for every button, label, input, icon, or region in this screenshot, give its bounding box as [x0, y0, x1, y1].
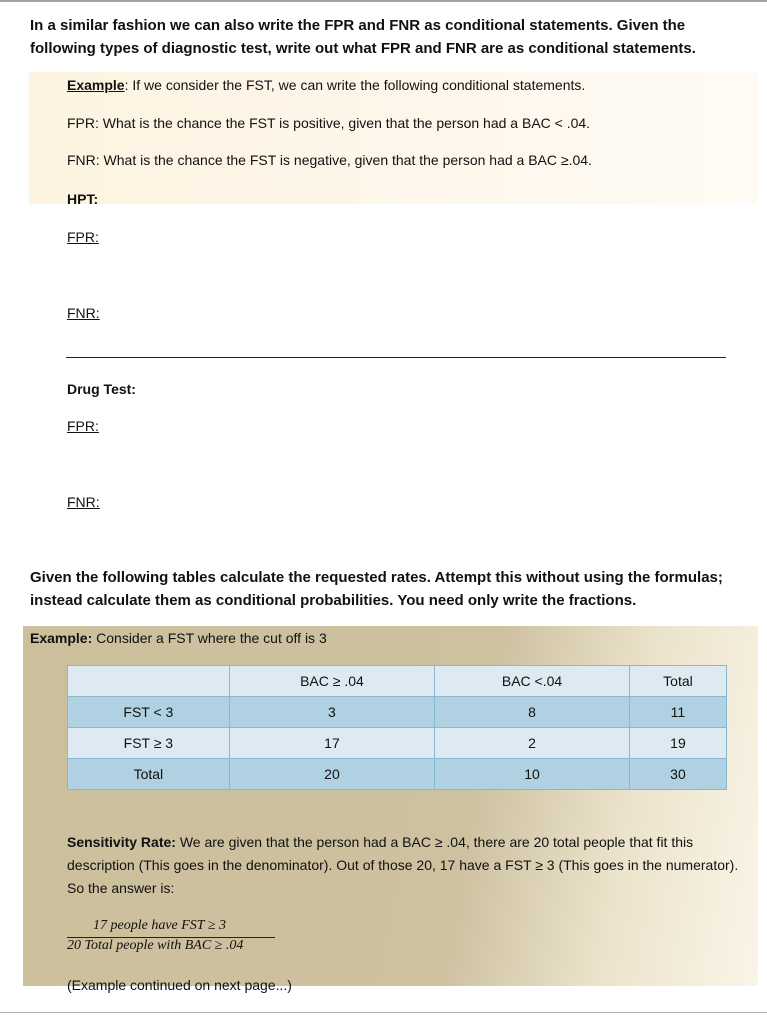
table-cell: 3 — [229, 697, 434, 728]
table-header-cell: BAC <.04 — [435, 666, 630, 697]
table-cell: 19 — [629, 728, 726, 759]
table-row — [68, 728, 727, 759]
hpt-heading: HPT: — [67, 191, 99, 207]
example2-label: Example: — [30, 630, 93, 646]
top-rule — [0, 0, 767, 2]
table-cell: 8 — [435, 697, 630, 728]
table-header-cell: BAC ≥ .04 — [229, 666, 434, 697]
table-cell: 2 — [435, 728, 630, 759]
sensitivity-paragraph — [67, 831, 739, 900]
table-cell: FST ≥ 3 — [68, 728, 230, 759]
sensitivity-text: We are given that the person had a BAC ≥ .04, there are 20 total people that fit this description (This goes in the denominator). Out of those 20, 17 have a FST ≥ 3 (This goes in the numerator). So the answer is: — [67, 834, 739, 896]
hpt-fpr-label: FPR: — [67, 229, 99, 245]
table-header-cell — [68, 666, 230, 697]
drug-fnr-label: FNR: — [67, 494, 100, 510]
example-fnr: FNR: What is the chance the FST is negative, given that the person had a BAC ≥.04. — [67, 152, 592, 168]
table-row — [68, 759, 727, 790]
table-cell: 11 — [629, 697, 726, 728]
table-cell: 20 — [229, 759, 434, 790]
example-label: Example — [67, 77, 125, 93]
contingency-table — [67, 665, 727, 790]
drug-fpr-label: FPR: — [67, 418, 99, 434]
continued-note: (Example continued on next page...) — [67, 977, 292, 993]
hpt-fnr-label: FNR: — [67, 305, 100, 321]
section-divider — [66, 357, 726, 358]
sensitivity-label: Sensitivity Rate: — [67, 834, 176, 850]
table-cell: 17 — [229, 728, 434, 759]
table-cell: 30 — [629, 759, 726, 790]
fraction-numerator: 17 people have FST ≥ 3 — [93, 918, 227, 933]
instructions-paragraph: Given the following tables calculate the requested rates. Attempt this without using the formulas; instead calculate them as conditional probabilities. You need only write the fractions. — [30, 569, 723, 609]
drug-heading: Drug Test: — [67, 381, 136, 397]
table-cell: 10 — [435, 759, 630, 790]
example-intro-text: : If we consider the FST, we can write the following conditional statements. — [124, 77, 586, 93]
example2-title-text: Consider a FST where the cut off is 3 — [92, 630, 327, 646]
table-header-cell: Total — [629, 666, 726, 697]
fraction-denominator: 20 Total people with BAC ≥ .04 — [67, 938, 244, 953]
example-fpr: FPR: What is the chance the FST is positive, given that the person had a BAC < .04. — [67, 115, 591, 131]
example-intro — [67, 77, 585, 93]
table-cell: FST < 3 — [68, 697, 230, 728]
example2-title — [30, 630, 327, 646]
bottom-rule — [0, 1012, 767, 1013]
table-cell: Total — [68, 759, 230, 790]
table-header-row — [68, 666, 727, 697]
table-row — [68, 697, 727, 728]
intro-paragraph: In a similar fashion we can also write the FPR and FNR as conditional statements. Given the following types of diagnostic test, write out what FPR and FNR are as conditional statements. — [30, 17, 696, 57]
